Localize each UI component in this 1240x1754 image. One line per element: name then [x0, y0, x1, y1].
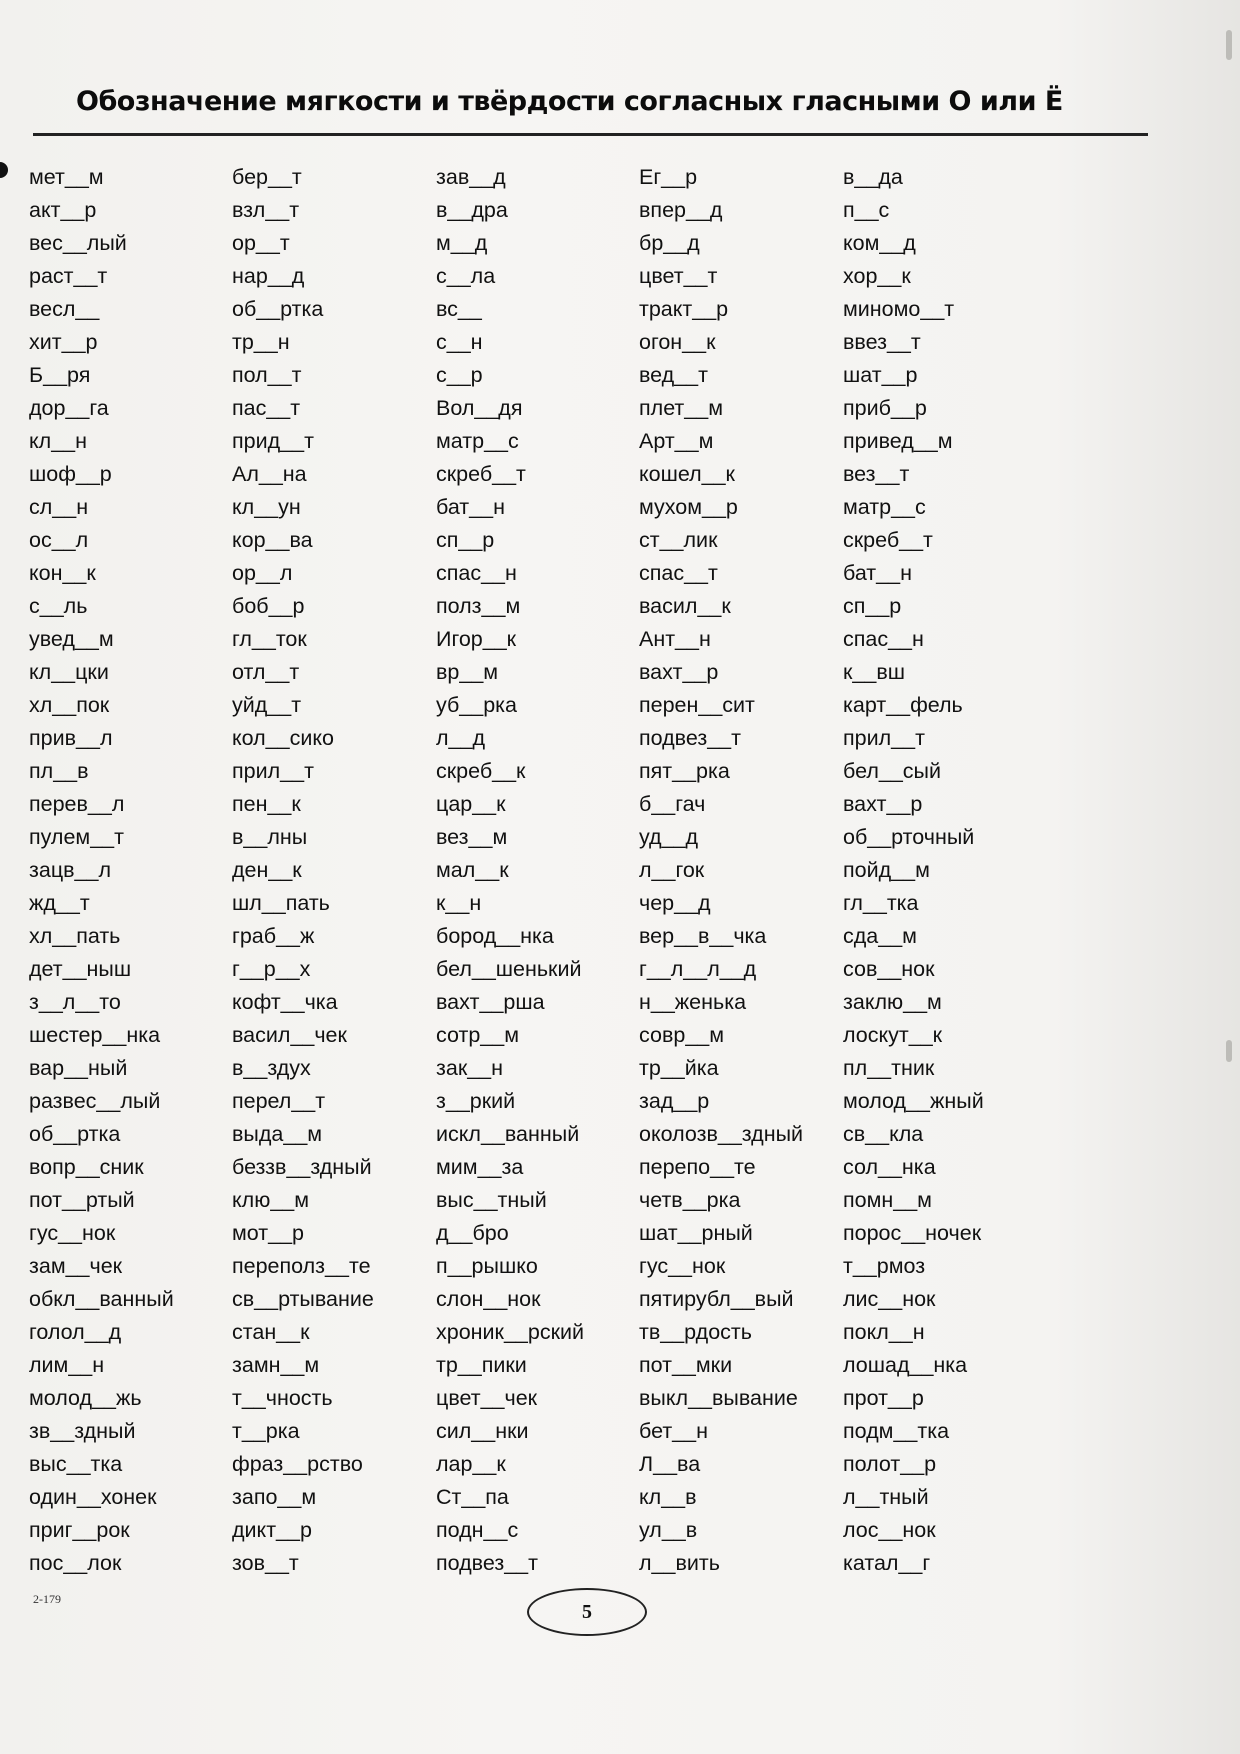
word-item: св__ртывание	[232, 1287, 374, 1311]
word-item: подвез__т	[639, 726, 741, 750]
word-item: подвез__т	[436, 1551, 538, 1575]
word-item: бел__сый	[843, 759, 941, 783]
word-item: прил__т	[843, 726, 925, 750]
word-item: мухом__р	[639, 495, 738, 519]
word-item: тр__пики	[436, 1353, 527, 1377]
word-item: шат__р	[843, 363, 918, 387]
word-item: г__л__л__д	[639, 957, 757, 981]
word-item: жд__т	[29, 891, 90, 915]
word-item: огон__к	[639, 330, 716, 354]
word-item: кл__н	[29, 429, 87, 453]
word-item: впер__д	[639, 198, 723, 222]
word-item: м__д	[436, 231, 488, 255]
word-item: вахт__р	[843, 792, 923, 816]
word-item: васил__чек	[232, 1023, 347, 1047]
word-item: хл__пать	[29, 924, 121, 948]
word-item: вед__т	[639, 363, 708, 387]
word-item: вер__в__чка	[639, 924, 767, 948]
word-item: вопр__сник	[29, 1155, 144, 1179]
word-item: Ег__р	[639, 165, 698, 189]
word-item: хроник__рский	[436, 1320, 585, 1344]
word-item: ос__л	[29, 528, 89, 552]
word-item: спас__т	[639, 561, 718, 585]
word-item: карт__фель	[843, 693, 963, 717]
word-item: Вол__дя	[436, 396, 523, 420]
word-item: пот__мки	[639, 1353, 733, 1377]
word-item: мим__за	[436, 1155, 524, 1179]
word-item: л__вить	[639, 1551, 720, 1575]
word-item: хит__р	[29, 330, 98, 354]
word-item: замн__м	[232, 1353, 320, 1377]
word-item: бат__н	[843, 561, 912, 585]
word-item: переполз__те	[232, 1254, 371, 1278]
word-item: цар__к	[436, 792, 506, 816]
word-item: с__ла	[436, 264, 496, 288]
word-item: вез__т	[843, 462, 910, 486]
word-item: полот__р	[843, 1452, 937, 1476]
word-item: фраз__рство	[232, 1452, 363, 1476]
word-item: кошел__к	[639, 462, 735, 486]
word-item: сов__нок	[843, 957, 935, 981]
word-item: чер__д	[639, 891, 711, 915]
word-item: молод__жный	[843, 1089, 984, 1113]
word-item: п__с	[843, 198, 890, 222]
word-item: слон__нок	[436, 1287, 541, 1311]
word-item: васил__к	[639, 594, 731, 618]
page-number: 5	[527, 1588, 647, 1636]
word-item: пл__тник	[843, 1056, 935, 1080]
word-item: один__хонек	[29, 1485, 157, 1509]
word-item: перепо__те	[639, 1155, 756, 1179]
word-item: отл__т	[232, 660, 300, 684]
word-item: раст__т	[29, 264, 108, 288]
word-item: беззв__здный	[232, 1155, 372, 1179]
word-item: зак__н	[436, 1056, 504, 1080]
word-item: скреб__т	[436, 462, 526, 486]
word-item: пас__т	[232, 396, 301, 420]
word-item: скреб__к	[436, 759, 526, 783]
word-item: привед__м	[843, 429, 953, 453]
word-item: кор__ва	[232, 528, 313, 552]
word-item: зад__р	[639, 1089, 710, 1113]
word-item: кл__цки	[29, 660, 109, 684]
word-item: ком__д	[843, 231, 916, 255]
word-item: об__ртка	[29, 1122, 121, 1146]
word-item: в__дра	[436, 198, 508, 222]
page-title: Обозначение мягкости и твёрдости согласных гласными О или Ё	[76, 86, 1063, 117]
word-item: выда__м	[232, 1122, 323, 1146]
word-item: полз__м	[436, 594, 521, 618]
word-item: в__лны	[232, 825, 308, 849]
word-item: Игор__к	[436, 627, 517, 651]
word-item: к__н	[436, 891, 482, 915]
word-item: порос__ночек	[843, 1221, 982, 1245]
word-item: клю__м	[232, 1188, 310, 1212]
word-item: сп__р	[843, 594, 902, 618]
word-item: зов__т	[232, 1551, 299, 1575]
word-item: прив__л	[29, 726, 113, 750]
word-item: тр__йка	[639, 1056, 719, 1080]
word-item: тракт__р	[639, 297, 729, 321]
word-item: подн__с	[436, 1518, 519, 1542]
word-item: увед__м	[29, 627, 114, 651]
word-item: уд__д	[639, 825, 699, 849]
word-item: перев__л	[29, 792, 125, 816]
word-item: вес__лый	[29, 231, 127, 255]
word-item: пен__к	[232, 792, 301, 816]
word-item: нар__д	[232, 264, 305, 288]
word-item: обкл__ванный	[29, 1287, 174, 1311]
word-item: матр__с	[436, 429, 519, 453]
word-item: пят__рка	[639, 759, 730, 783]
word-column-2	[232, 161, 374, 1580]
word-item: покл__н	[843, 1320, 925, 1344]
word-item: лис__нок	[843, 1287, 936, 1311]
word-item: д__бро	[436, 1221, 509, 1245]
word-item: искл__ванный	[436, 1122, 580, 1146]
word-item: зацв__л	[29, 858, 112, 882]
word-item: в__здух	[232, 1056, 311, 1080]
word-item: об__рточный	[843, 825, 975, 849]
bullet-marker	[0, 162, 8, 178]
word-item: г__р__х	[232, 957, 311, 981]
word-item: мал__к	[436, 858, 509, 882]
word-item: сил__нки	[436, 1419, 529, 1443]
word-item: голол__д	[29, 1320, 122, 1344]
word-item: граб__ж	[232, 924, 315, 948]
word-item: кл__ун	[232, 495, 301, 519]
word-item: зав__д	[436, 165, 506, 189]
word-item: миномо__т	[843, 297, 955, 321]
word-item: лар__к	[436, 1452, 506, 1476]
word-item: кл__в	[639, 1485, 697, 1509]
scan-edge-mark	[1226, 30, 1232, 60]
word-item: уйд__т	[232, 693, 302, 717]
word-item: весл__	[29, 297, 100, 321]
word-item: з__ркий	[436, 1089, 516, 1113]
word-item: пл__в	[29, 759, 89, 783]
word-item: Ал__на	[232, 462, 307, 486]
word-item: с__н	[436, 330, 483, 354]
word-item: зам__чек	[29, 1254, 123, 1278]
word-item: гус__нок	[29, 1221, 116, 1245]
word-item: шестер__нка	[29, 1023, 161, 1047]
word-item: гл__тка	[843, 891, 919, 915]
word-item: пятирубл__вый	[639, 1287, 794, 1311]
word-item: вахт__рша	[436, 990, 545, 1014]
word-item: акт__р	[29, 198, 97, 222]
word-item: спас__н	[436, 561, 517, 585]
word-item: тв__рдость	[639, 1320, 752, 1344]
word-item: уб__рка	[436, 693, 518, 717]
word-item: шоф__р	[29, 462, 112, 486]
word-item: лос__нок	[843, 1518, 936, 1542]
word-item: ст__лик	[639, 528, 718, 552]
word-item: Б__ря	[29, 363, 91, 387]
word-item: лим__н	[29, 1353, 105, 1377]
word-item: мот__р	[232, 1221, 304, 1245]
word-item: т__чность	[232, 1386, 333, 1410]
word-column-3	[436, 161, 584, 1580]
title-underline	[33, 133, 1148, 136]
word-item: пулем__т	[29, 825, 124, 849]
word-item: сотр__м	[436, 1023, 519, 1047]
word-item: вр__м	[436, 660, 499, 684]
word-item: ввез__т	[843, 330, 921, 354]
word-item: выс__тка	[29, 1452, 123, 1476]
word-item: вс__	[436, 297, 482, 321]
word-item: дет__ныш	[29, 957, 132, 981]
word-item: бр__д	[639, 231, 700, 255]
word-item: тр__н	[232, 330, 290, 354]
word-item: бер__т	[232, 165, 302, 189]
word-item: лоскут__к	[843, 1023, 943, 1047]
word-item: гус__нок	[639, 1254, 726, 1278]
word-item: выс__тный	[436, 1188, 547, 1212]
word-item: с__ль	[29, 594, 88, 618]
word-item: пол__т	[232, 363, 302, 387]
word-item: боб__р	[232, 594, 305, 618]
word-item: шат__рный	[639, 1221, 753, 1245]
word-item: кон__к	[29, 561, 96, 585]
word-item: сол__нка	[843, 1155, 936, 1179]
word-item: зв__здный	[29, 1419, 136, 1443]
word-item: Ант__н	[639, 627, 711, 651]
word-item: четв__рка	[639, 1188, 741, 1212]
word-column-1	[29, 161, 174, 1580]
word-column-4	[639, 161, 803, 1580]
word-item: дикт__р	[232, 1518, 312, 1542]
word-item: сл__н	[29, 495, 89, 519]
word-item: катал__г	[843, 1551, 931, 1575]
word-item: вар__ный	[29, 1056, 128, 1080]
word-item: приб__р	[843, 396, 927, 420]
word-item: скреб__т	[843, 528, 933, 552]
word-column-5	[843, 161, 984, 1580]
word-item: выкл__вывание	[639, 1386, 798, 1410]
word-item: л__тный	[843, 1485, 929, 1509]
word-item: Арт__м	[639, 429, 714, 453]
word-item: прил__т	[232, 759, 314, 783]
word-item: бат__н	[436, 495, 505, 519]
word-item: хл__пок	[29, 693, 110, 717]
word-item: развес__лый	[29, 1089, 161, 1113]
scan-edge-mark	[1226, 1040, 1232, 1062]
word-item: бород__нка	[436, 924, 554, 948]
word-item: совр__м	[639, 1023, 725, 1047]
word-item: кофт__чка	[232, 990, 338, 1014]
word-item: ден__к	[232, 858, 302, 882]
word-item: Л__ва	[639, 1452, 701, 1476]
word-item: хор__к	[843, 264, 911, 288]
word-item: пот__ртый	[29, 1188, 135, 1212]
word-item: к__вш	[843, 660, 905, 684]
word-item: дор__га	[29, 396, 109, 420]
word-item: перен__сит	[639, 693, 755, 717]
word-item: запо__м	[232, 1485, 317, 1509]
word-item: вез__м	[436, 825, 508, 849]
word-item: п__рышко	[436, 1254, 538, 1278]
word-item: пос__лок	[29, 1551, 122, 1575]
word-item: заклю__м	[843, 990, 942, 1014]
word-item: л__гок	[639, 858, 705, 882]
word-item: сп__р	[436, 528, 495, 552]
word-item: б__гач	[639, 792, 706, 816]
word-item: прид__т	[232, 429, 314, 453]
word-item: Ст__па	[436, 1485, 509, 1509]
word-item: св__кла	[843, 1122, 924, 1146]
word-item: цвет__чек	[436, 1386, 538, 1410]
word-item: ул__в	[639, 1518, 698, 1542]
word-item: пойд__м	[843, 858, 930, 882]
word-item: лошад__нка	[843, 1353, 968, 1377]
word-item: кол__сико	[232, 726, 334, 750]
word-item: в__да	[843, 165, 903, 189]
word-item: взл__т	[232, 198, 300, 222]
footer-code: 2-179	[33, 1592, 61, 1606]
word-item: с__р	[436, 363, 483, 387]
word-item: перел__т	[232, 1089, 326, 1113]
word-item: т__рмоз	[843, 1254, 926, 1278]
word-item: мет__м	[29, 165, 104, 189]
word-item: спас__н	[843, 627, 924, 651]
word-item: молод__жь	[29, 1386, 142, 1410]
word-item: з__л__то	[29, 990, 121, 1014]
word-item: сда__м	[843, 924, 917, 948]
word-item: л__д	[436, 726, 486, 750]
word-item: приг__рок	[29, 1518, 130, 1542]
word-item: н__женька	[639, 990, 747, 1014]
word-item: цвет__т	[639, 264, 718, 288]
word-item: бел__шенький	[436, 957, 582, 981]
word-item: ор__т	[232, 231, 290, 255]
word-item: помн__м	[843, 1188, 932, 1212]
word-item: прот__р	[843, 1386, 924, 1410]
word-item: об__ртка	[232, 297, 324, 321]
word-item: вахт__р	[639, 660, 719, 684]
word-item: плет__м	[639, 396, 723, 420]
word-item: стан__к	[232, 1320, 310, 1344]
word-item: гл__ток	[232, 627, 307, 651]
word-item: шл__пать	[232, 891, 330, 915]
word-item: околозв__здный	[639, 1122, 804, 1146]
word-item: матр__с	[843, 495, 926, 519]
word-item: подм__тка	[843, 1419, 950, 1443]
word-item: ор__л	[232, 561, 293, 585]
word-item: бет__н	[639, 1419, 708, 1443]
word-item: т__рка	[232, 1419, 300, 1443]
